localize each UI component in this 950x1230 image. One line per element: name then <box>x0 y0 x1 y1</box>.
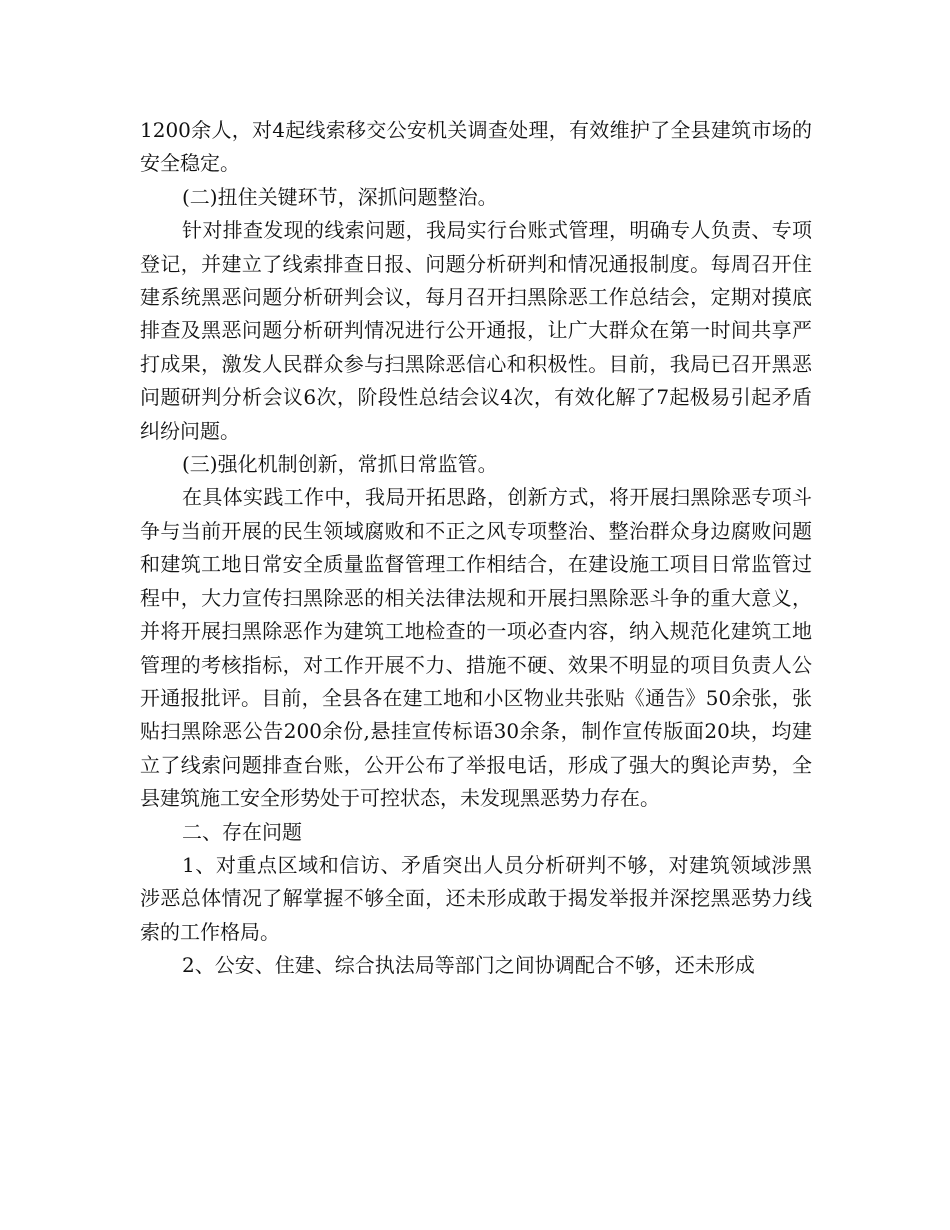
problem-item-1: 1、对重点区域和信访、矛盾突出人员分析研判不够，对建筑领域涉黑涉恶总体情况了解掌握不够全面，还未形成敢于揭发举报并深挖黑恶势力线索的工作格局。 <box>140 852 812 944</box>
paragraph-mechanism-innovation: 在具体实践工作中，我局开拓思路，创新方式，将开展扫黑除恶专项斗争与当前开展的民生领域腐败和不正之风专项整治、整治群众身边腐败问题和建筑工地日常安全质量监督管理工作相结合，在建设施工项目日常监管过程中，大力宣传扫黑除恶的相关法律法规和开展扫黑除恶斗争的重大意义，并将开展扫黑除恶作为建筑工地检查的一项必查内容，纳入规范化建筑工地管理的考核指标，对工作开展不力、措施不硬、效果不明显的项目负责人公开通报批评。目前，全县各在建工地和小区物业共张贴《通告》50余张，张贴扫黑除恶公告200余份,悬挂宣传标语30余条，制作宣传版面20块，均建立了线索问题排查台账，公开公布了举报电话，形成了强大的舆论声势，全县建筑施工安全形势处于可控状态，未发现黑恶势力存在。 <box>140 485 812 811</box>
paragraph-continuation: 1200余人，对4起线索移交公安机关调查处理，有效维护了全县建筑市场的安全稳定。 <box>140 118 812 176</box>
section-heading-2: (二)扭住关键环节，深抓问题整治。 <box>182 184 498 209</box>
section-heading-3: (三)强化机制创新，常抓日常监管。 <box>182 452 498 477</box>
document-body <box>140 114 812 983</box>
paragraph-clue-management: 针对排查发现的线索问题，我局实行台账式管理，明确专人负责、专项登记，并建立了线索排查日报、问题分析研判和情况通报制度。每周召开住建系统黑恶问题分析研判会议，每月召开扫黑除恶工作总结会，定期对摸底排查及黑恶问题分析研判情况进行公开通报，让广大群众在第一时间共享严打成果，激发人民群众参与扫黑除恶信心和积极性。目前，我局已召开黑恶问题研判分析会议6次，阶段性总结会议4次，有效化解了7起极易引起矛盾纠纷问题。 <box>140 218 812 443</box>
section-heading-problems: 二、存在问题 <box>182 819 302 844</box>
problem-item-2: 2、公安、住建、综合执法局等部门之间协调配合不够，还未形成 <box>182 953 755 978</box>
